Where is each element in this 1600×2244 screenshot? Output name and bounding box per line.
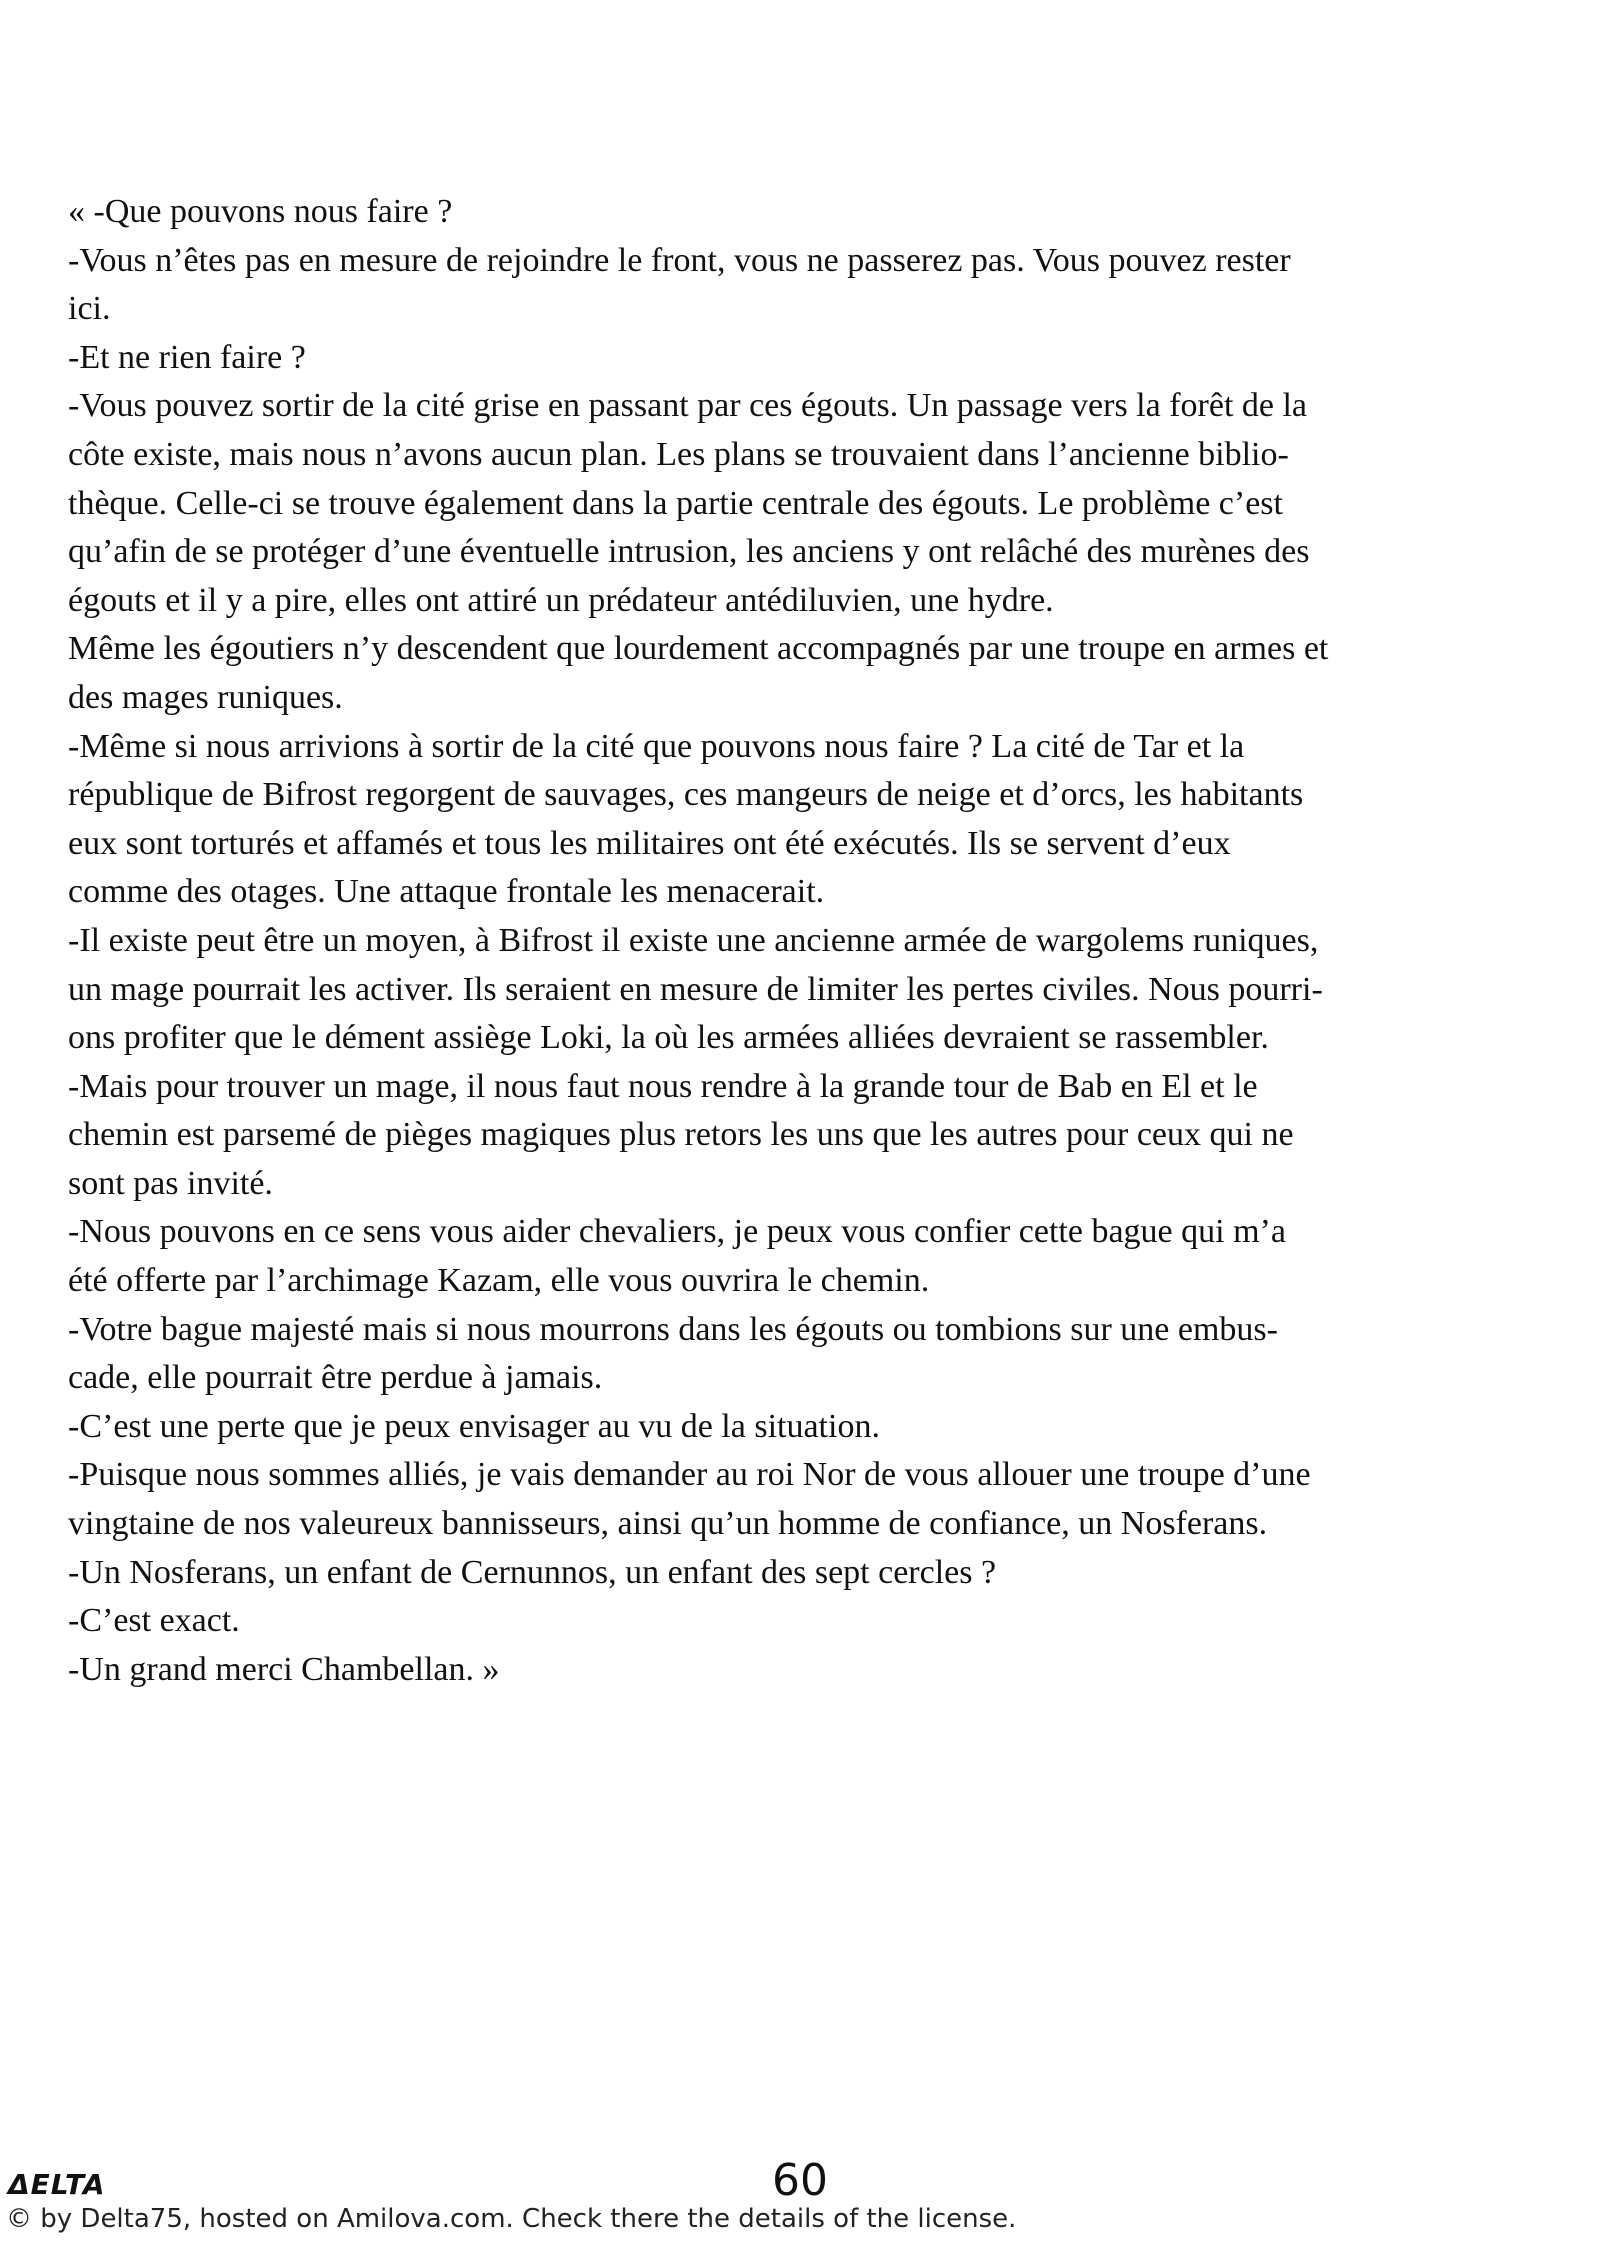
text-line: -C’est exact. <box>68 1602 240 1640</box>
text-line: égouts et il y a pire, elles ont attiré un prédateur antédiluvien, une hydre. <box>68 581 1054 619</box>
text-line: Même les égoutiers n’y descendent que lourdement accompagnés par une troupe en armes et <box>68 630 1329 668</box>
page-number: 60 <box>772 2155 828 2206</box>
copyright-notice: © by Delta75, hosted on Amilova.com. Check there the details of the license. <box>6 2204 1017 2234</box>
text-line: côte existe, mais nous n’avons aucun plan. Les plans se trouvaient dans l’ancienne biblio- <box>68 435 1289 473</box>
text-line: un mage pourrait les activer. Ils seraient en mesure de limiter les pertes civiles. Nous pourri- <box>68 970 1323 1008</box>
text-line: ici. <box>68 290 111 328</box>
text-line: -Vous pouvez sortir de la cité grise en passant par ces égouts. Un passage vers la forêt de la <box>68 387 1308 425</box>
text-line: -Mais pour trouver un mage, il nous faut nous rendre à la grande tour de Bab en El et le <box>68 1067 1258 1105</box>
text-line: -Un Nosferans, un enfant de Cernunnos, un enfant des sept cercles ? <box>68 1553 997 1591</box>
text-line: -C’est une perte que je peux envisager au vu de la situation. <box>68 1407 880 1445</box>
text-line: thèque. Celle-ci se trouve également dans la partie centrale des égouts. Le problème c’est <box>68 484 1283 522</box>
text-line: qu’afin de se protéger d’une éventuelle intrusion, les anciens y ont relâché des murènes des <box>68 533 1310 571</box>
text-line: -Même si nous arrivions à sortir de la cité que pouvons nous faire ? La cité de Tar et la <box>68 727 1245 765</box>
text-line: -Nous pouvons en ce sens vous aider chevaliers, je peux vous confier cette bague qui m’a <box>68 1213 1286 1251</box>
text-line: -Un grand merci Chambellan. » <box>68 1650 500 1688</box>
text-line: vingtaine de nos valeureux bannisseurs, ainsi qu’un homme de confiance, un Nosferans. <box>68 1505 1268 1543</box>
text-line: été offerte par l’archimage Kazam, elle vous ouvrira le chemin. <box>68 1262 930 1300</box>
text-line: chemin est parsemé de pièges magiques plus retors les uns que les autres pour ceux qui ne <box>68 1116 1294 1154</box>
text-line: sont pas invité. <box>68 1164 273 1202</box>
document-body <box>68 188 1578 1694</box>
text-line: comme des otages. Une attaque frontale les menacerait. <box>68 873 825 911</box>
text-line: -Puisque nous sommes alliés, je vais demander au roi Nor de vous allouer une troupe d’une <box>68 1456 1311 1494</box>
text-line: -Il existe peut être un moyen, à Bifrost il existe une ancienne armée de wargolems runiques, <box>68 921 1319 959</box>
text-line: -Vous n’êtes pas en mesure de rejoindre le front, vous ne passerez pas. Vous pouvez rester <box>68 241 1291 279</box>
text-line: ons profiter que le dément assiège Loki, la où les armées alliées devraient se rassembler. <box>68 1019 1269 1057</box>
text-line: cade, elle pourrait être perdue à jamais. <box>68 1359 603 1397</box>
text-line: république de Bifrost regorgent de sauvages, ces mangeurs de neige et d’orcs, les habitants <box>68 776 1304 814</box>
text-line: -Et ne rien faire ? <box>68 338 306 376</box>
text-line: -Votre bague majesté mais si nous mourrons dans les égouts ou tombions sur une embus- <box>68 1310 1278 1348</box>
text-line: eux sont torturés et affamés et tous les militaires ont été exécutés. Ils se servent d’eux <box>68 824 1231 862</box>
text-line: « -Que pouvons nous faire ? <box>68 193 453 230</box>
text-line: des mages runiques. <box>68 678 343 716</box>
delta-logo: ΔELTA <box>8 2168 106 2201</box>
